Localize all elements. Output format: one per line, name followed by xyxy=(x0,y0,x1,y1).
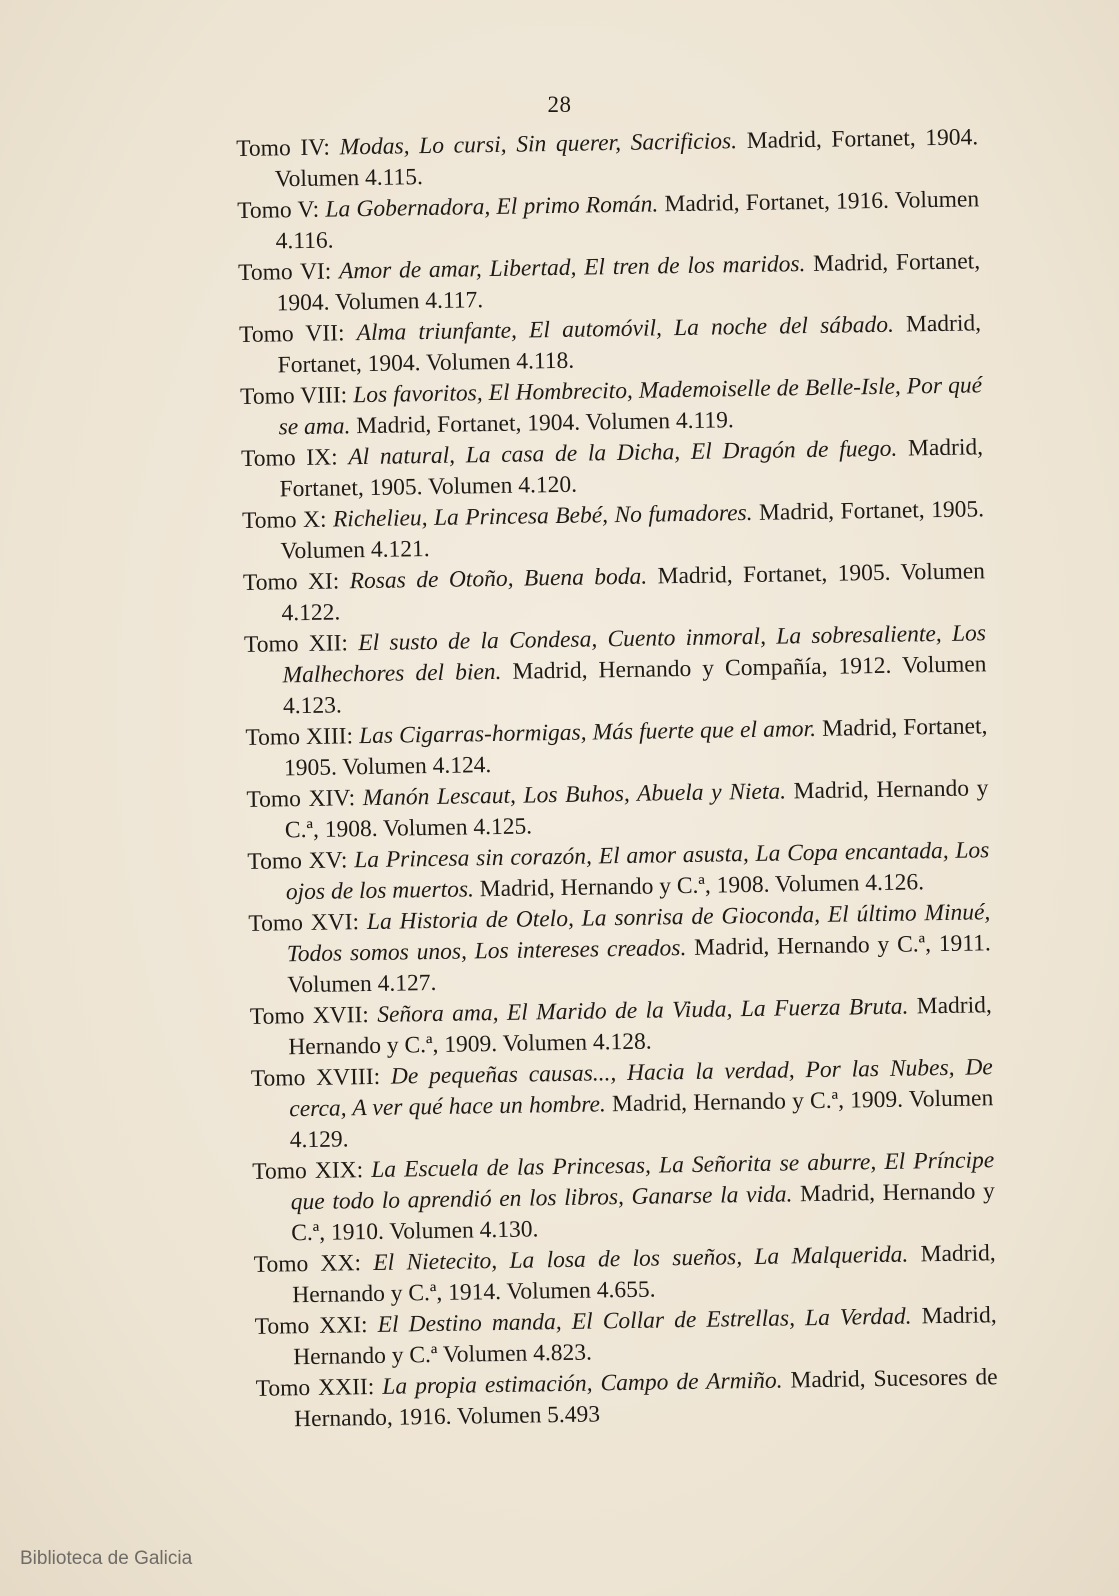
volume-entry xyxy=(251,1052,994,1157)
entry-titles: Las Cigarras-hormigas, Más fuerte que el amor. xyxy=(358,715,817,750)
entry-head: Tomo XII: xyxy=(243,630,349,658)
volume-entry xyxy=(236,122,979,196)
entry-titles: Señora ama, El Marido de la Viuda, La Fuerza Bruta. xyxy=(377,993,909,1028)
entry-head: Tomo XI: xyxy=(242,568,340,596)
volume-entry xyxy=(243,556,986,630)
entry-head: Tomo IX: xyxy=(240,444,338,472)
entry-head: Tomo X: xyxy=(241,506,327,534)
page-number: 28 xyxy=(547,92,572,117)
entry-head: Tomo XXI: xyxy=(254,1312,368,1340)
entry-head: Tomo XIX: xyxy=(252,1157,364,1185)
entry-head: Tomo XV: xyxy=(247,847,348,875)
entry-titles: La Princesa sin corazón, El amor asusta, La Copa encantada, Los ojos de los muertos. xyxy=(285,837,990,906)
entry-head: Tomo XIV: xyxy=(246,785,356,813)
entry-titles: Amor de amar, Libertad, El tren de los maridos. xyxy=(338,251,806,285)
volume-entry xyxy=(255,1362,998,1436)
entry-titles: Richelieu, La Princesa Bebé, No fumadores. xyxy=(332,499,753,533)
entry-head: Tomo VIII: xyxy=(239,382,348,410)
volume-entry xyxy=(241,432,984,506)
volume-entry xyxy=(245,711,988,785)
entry-titles: La Gobernadora, El primo Román. xyxy=(325,191,659,223)
entry-publication: Madrid, Fortanet, 1904. Volumen 4.118. xyxy=(277,310,982,379)
entry-head: Tomo XVIII: xyxy=(250,1063,381,1092)
volume-list xyxy=(236,122,998,1435)
entry-head: Tomo VI: xyxy=(237,258,332,286)
entry-publication: Madrid, Fortanet, 1904. Volumen 4.117. xyxy=(276,248,981,317)
entry-publication: Madrid, Fortanet, 1904. Volumen 4.119. xyxy=(356,407,734,440)
volume-entry xyxy=(252,1145,995,1250)
library-watermark: Biblioteca de Galicia xyxy=(20,1548,193,1569)
entry-publication: Madrid, Hernando y C.ª, 1911. Volumen 4.127. xyxy=(287,930,992,999)
entry-publication: Madrid, Hernando y C.ª, 1910. Volumen 4.130. xyxy=(291,1178,995,1247)
entry-head: Tomo XVII: xyxy=(249,1002,370,1030)
entry-publication: Madrid, Hernando y C.ª, 1908. Volumen 4.126. xyxy=(479,869,925,903)
volume-entry xyxy=(247,835,990,909)
entry-publication: Madrid, Fortanet, 1905. Volumen 4.120. xyxy=(279,434,984,503)
volume-entry xyxy=(255,1300,998,1374)
volume-entry xyxy=(248,897,991,1002)
entry-titles: La propia estimación, Campo de Armiño. xyxy=(382,1367,783,1400)
entry-titles: El susto de la Condesa, Cuento inmoral, La sobresaliente, Los Malhechores del bien. xyxy=(282,620,987,689)
volume-entry xyxy=(239,308,982,382)
entry-titles: De pequeñas causas..., Hacia la verdad, Por las Nubes, De cerca, A ver qué hace un hombre. xyxy=(289,1054,993,1123)
volume-entry xyxy=(238,246,981,320)
entry-publication: Madrid, Hernando y Compañía, 1912. Volumen 4.123. xyxy=(282,651,987,720)
volume-entry xyxy=(242,494,985,568)
entry-head: Tomo XXII: xyxy=(255,1373,375,1402)
entry-head: Tomo IV: xyxy=(236,134,331,162)
volume-entry xyxy=(254,1238,997,1312)
volume-entry xyxy=(250,990,993,1064)
entry-publication: Madrid, Hernando y C.ª, 1909. Volumen 4.128. xyxy=(288,992,992,1061)
entry-head: Tomo V: xyxy=(237,196,320,224)
entry-publication: Madrid, Hernando y C.ª Volumen 4.823. xyxy=(293,1302,997,1371)
entry-publication: Madrid, Fortanet, 1905. Volumen 4.122. xyxy=(281,558,986,627)
entry-head: Tomo XX: xyxy=(253,1250,362,1278)
volume-entry xyxy=(237,184,980,258)
entry-publication: Madrid, Fortanet, 1916. Volumen 4.116. xyxy=(275,186,980,255)
entry-publication: Madrid, Hernando y C.ª, 1914. Volumen 4.655. xyxy=(292,1240,996,1309)
entry-titles: El Destino manda, El Collar de Estrellas, La Verdad. xyxy=(377,1303,912,1338)
entry-publication: Madrid, Sucesores de Hernando, 1916. Volumen 5.493 xyxy=(293,1364,998,1433)
entry-publication: Madrid, Hernando y C.ª, 1909. Volumen 4.129. xyxy=(289,1085,994,1154)
entry-titles: Modas, Lo cursi, Sin querer, Sacrificios. xyxy=(339,128,738,161)
entry-titles: La Historia de Otelo, La sonrisa de Gioconda, El último Minué, Todos somos unos, Los intereses creados. xyxy=(286,899,991,968)
entry-publication: Madrid, Fortanet, 1905. Volumen 4.124. xyxy=(283,713,988,782)
entry-titles: Alma triunfante, El automóvil, La noche del sábado. xyxy=(356,311,895,347)
entry-publication: Madrid, Fortanet, 1904. Volumen 4.115. xyxy=(274,124,979,193)
entry-titles: Al natural, La casa de la Dicha, El Dragón de fuego. xyxy=(348,435,898,471)
entry-titles: Rosas de Otoño, Buena boda. xyxy=(349,563,648,595)
entry-publication: Madrid, Fortanet, 1905. Volumen 4.121. xyxy=(280,496,985,565)
entry-titles: Los favoritos, El Hombrecito, Mademoiselle de Belle-Isle, Por qué se ama. xyxy=(278,372,983,441)
volume-entry xyxy=(244,618,987,723)
volume-entry xyxy=(246,773,989,847)
entry-titles: El Nietecito, La losa de los sueños, La Malquerida. xyxy=(373,1241,909,1276)
entry-head: Tomo XIII: xyxy=(245,723,354,751)
entry-titles: La Escuela de las Princesas, La Señorita se aburre, El Príncipe que todo lo aprendió en los libros, Ganarse la vida. xyxy=(290,1147,995,1216)
entry-head: Tomo VII: xyxy=(238,320,345,348)
entry-titles: Manón Lescaut, Los Buhos, Abuela y Nieta. xyxy=(362,778,787,812)
entry-publication: Madrid, Hernando y C.ª, 1908. Volumen 4.125. xyxy=(284,775,989,844)
volume-entry xyxy=(240,370,983,444)
entry-head: Tomo XVI: xyxy=(248,909,360,937)
